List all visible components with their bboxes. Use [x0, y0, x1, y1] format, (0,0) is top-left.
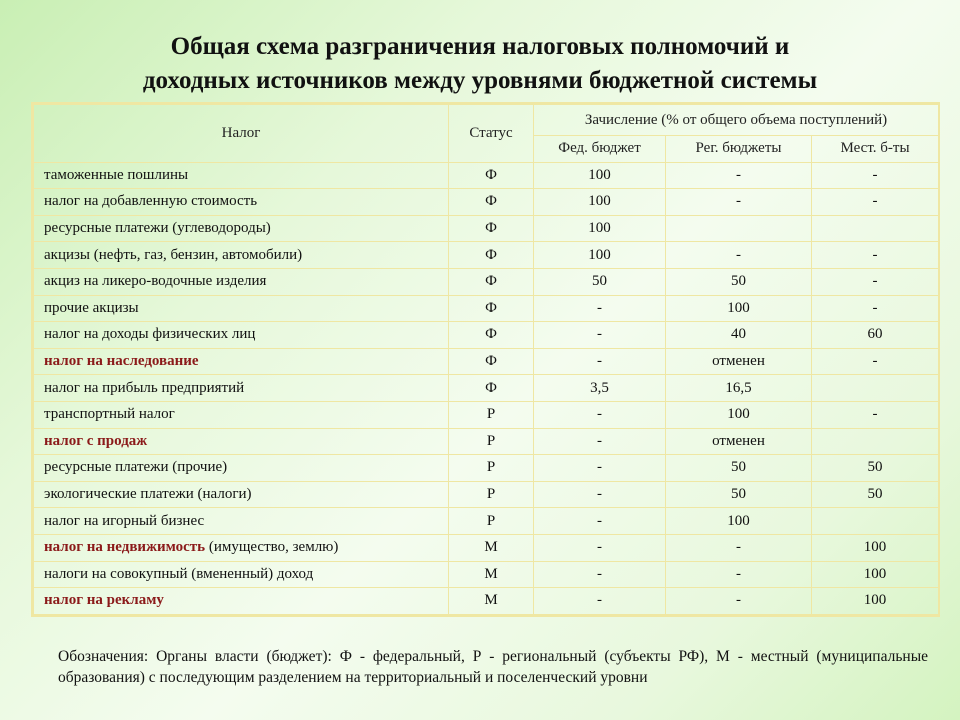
- status-cell: М: [449, 561, 534, 588]
- tax-name-cell: [34, 242, 449, 269]
- tax-name: транспортный налог: [44, 406, 175, 423]
- status-cell: Р: [449, 401, 534, 428]
- status-cell: Р: [449, 455, 534, 482]
- federal-cell: -: [534, 561, 666, 588]
- regional-cell: 50: [666, 455, 812, 482]
- status-cell: Р: [449, 428, 534, 455]
- local-cell: 60: [812, 322, 939, 349]
- tax-name: ресурсные платежи (прочие): [44, 459, 228, 476]
- federal-cell: 100: [534, 215, 666, 242]
- header-regional: Рег. бюджеты: [666, 136, 812, 163]
- tax-name: налог на доходы физических лиц: [44, 326, 256, 343]
- tax-name-cell: [34, 375, 449, 402]
- header-federal: Фед. бюджет: [534, 136, 666, 163]
- tax-name-cell: [34, 534, 449, 561]
- table-row: [34, 215, 939, 242]
- table-row: [34, 561, 939, 588]
- tax-name-cell: [34, 215, 449, 242]
- status-cell: Ф: [449, 215, 534, 242]
- local-cell: -: [812, 189, 939, 216]
- table-row: [34, 189, 939, 216]
- status-cell: М: [449, 588, 534, 615]
- status-cell: Ф: [449, 268, 534, 295]
- local-cell: 100: [812, 588, 939, 615]
- table-row: [34, 295, 939, 322]
- tax-name: ресурсные платежи (углеводороды): [44, 220, 271, 237]
- federal-cell: -: [534, 455, 666, 482]
- header-distribution: Зачисление (% от общего объема поступлений): [534, 105, 939, 136]
- tax-name: прочие акцизы: [44, 299, 139, 316]
- regional-cell: 40: [666, 322, 812, 349]
- tax-name-cell: [34, 455, 449, 482]
- status-cell: Ф: [449, 295, 534, 322]
- tax-name: налог на недвижимость: [44, 539, 206, 556]
- tax-name: налог на добавленную стоимость: [44, 193, 258, 210]
- local-cell: 100: [812, 561, 939, 588]
- tax-name-cell: [34, 588, 449, 615]
- federal-cell: 100: [534, 189, 666, 216]
- tax-name-cell: [34, 561, 449, 588]
- local-cell: -: [812, 348, 939, 375]
- federal-cell: -: [534, 428, 666, 455]
- header-local: Мест. б-ты: [812, 136, 939, 163]
- local-cell: -: [812, 401, 939, 428]
- table-row: [34, 268, 939, 295]
- tax-name: налог на рекламу: [44, 592, 164, 609]
- table-row: [34, 401, 939, 428]
- local-cell: [812, 428, 939, 455]
- regional-cell: -: [666, 534, 812, 561]
- local-cell: -: [812, 268, 939, 295]
- table-row: [34, 534, 939, 561]
- federal-cell: -: [534, 588, 666, 615]
- tax-name-cell: [34, 428, 449, 455]
- table-body: [34, 162, 939, 614]
- federal-cell: 50: [534, 268, 666, 295]
- regional-cell: 50: [666, 481, 812, 508]
- local-cell: 50: [812, 481, 939, 508]
- regional-cell: отменен: [666, 428, 812, 455]
- regional-cell: [666, 215, 812, 242]
- tax-name-cell: [34, 295, 449, 322]
- table-row: [34, 162, 939, 189]
- tax-name-cell: [34, 348, 449, 375]
- status-cell: Ф: [449, 348, 534, 375]
- status-cell: Р: [449, 481, 534, 508]
- status-cell: Ф: [449, 322, 534, 349]
- federal-cell: -: [534, 348, 666, 375]
- legend-note: Обозначения: Органы власти (бюджет): Ф - федеральный, Р - региональный (субъекты РФ), М - местный (муниципальные образования) с последующим разделением на территориальный и поселенческий уровни: [58, 648, 928, 686]
- tax-name: акциз на ликеро-водочные изделия: [44, 273, 267, 290]
- title-line-2: доходных источников между уровнями бюджетной системы: [142, 67, 818, 94]
- page-title: [0, 30, 960, 98]
- table-row: [34, 481, 939, 508]
- federal-cell: -: [534, 322, 666, 349]
- tax-name: налог на игорный бизнес: [44, 512, 205, 529]
- status-cell: Р: [449, 508, 534, 535]
- local-cell: 100: [812, 534, 939, 561]
- federal-cell: -: [534, 401, 666, 428]
- federal-cell: 100: [534, 242, 666, 269]
- title-line-1: Общая схема разграничения налоговых полномочий и: [170, 33, 790, 60]
- header-tax: Налог: [34, 105, 449, 163]
- regional-cell: 100: [666, 295, 812, 322]
- table-row: [34, 375, 939, 402]
- status-cell: Ф: [449, 162, 534, 189]
- tax-name-cell: [34, 481, 449, 508]
- status-cell: Ф: [449, 375, 534, 402]
- tax-name: налог на наследование: [44, 353, 199, 370]
- tax-name-cell: [34, 401, 449, 428]
- tax-name-cell: [34, 162, 449, 189]
- table-row: [34, 428, 939, 455]
- regional-cell: 16,5: [666, 375, 812, 402]
- tax-name: налоги на совокупный (вмененный) доход: [44, 565, 314, 582]
- tax-name-cell: [34, 189, 449, 216]
- regional-cell: -: [666, 162, 812, 189]
- local-cell: [812, 215, 939, 242]
- local-cell: -: [812, 295, 939, 322]
- header-status: Статус: [449, 105, 534, 163]
- tax-table: [33, 104, 939, 615]
- table-row: [34, 322, 939, 349]
- status-cell: Ф: [449, 189, 534, 216]
- table-row: [34, 455, 939, 482]
- status-cell: Ф: [449, 242, 534, 269]
- tax-name: налог на прибыль предприятий: [44, 379, 245, 396]
- tax-name: экологические платежи (налоги): [44, 486, 252, 503]
- local-cell: 50: [812, 455, 939, 482]
- tax-name-cell: [34, 508, 449, 535]
- table-row: [34, 588, 939, 615]
- tax-name: акцизы (нефть, газ, бензин, автомобили): [44, 246, 303, 263]
- local-cell: -: [812, 242, 939, 269]
- local-cell: [812, 375, 939, 402]
- federal-cell: -: [534, 534, 666, 561]
- regional-cell: -: [666, 242, 812, 269]
- federal-cell: -: [534, 508, 666, 535]
- tax-name-detail: (имущество, землю): [205, 539, 339, 556]
- federal-cell: 100: [534, 162, 666, 189]
- federal-cell: -: [534, 481, 666, 508]
- federal-cell: -: [534, 295, 666, 322]
- regional-cell: отменен: [666, 348, 812, 375]
- local-cell: -: [812, 162, 939, 189]
- tax-name-cell: [34, 268, 449, 295]
- table-row: [34, 348, 939, 375]
- tax-table-container: [31, 102, 940, 617]
- local-cell: [812, 508, 939, 535]
- table-row: [34, 242, 939, 269]
- tax-name: таможенные пошлины: [44, 166, 189, 183]
- status-cell: М: [449, 534, 534, 561]
- federal-cell: 3,5: [534, 375, 666, 402]
- tax-name-cell: [34, 322, 449, 349]
- regional-cell: -: [666, 561, 812, 588]
- regional-cell: 100: [666, 401, 812, 428]
- table-row: [34, 508, 939, 535]
- tax-name: налог с продаж: [44, 432, 148, 449]
- regional-cell: 100: [666, 508, 812, 535]
- regional-cell: -: [666, 588, 812, 615]
- regional-cell: -: [666, 189, 812, 216]
- regional-cell: 50: [666, 268, 812, 295]
